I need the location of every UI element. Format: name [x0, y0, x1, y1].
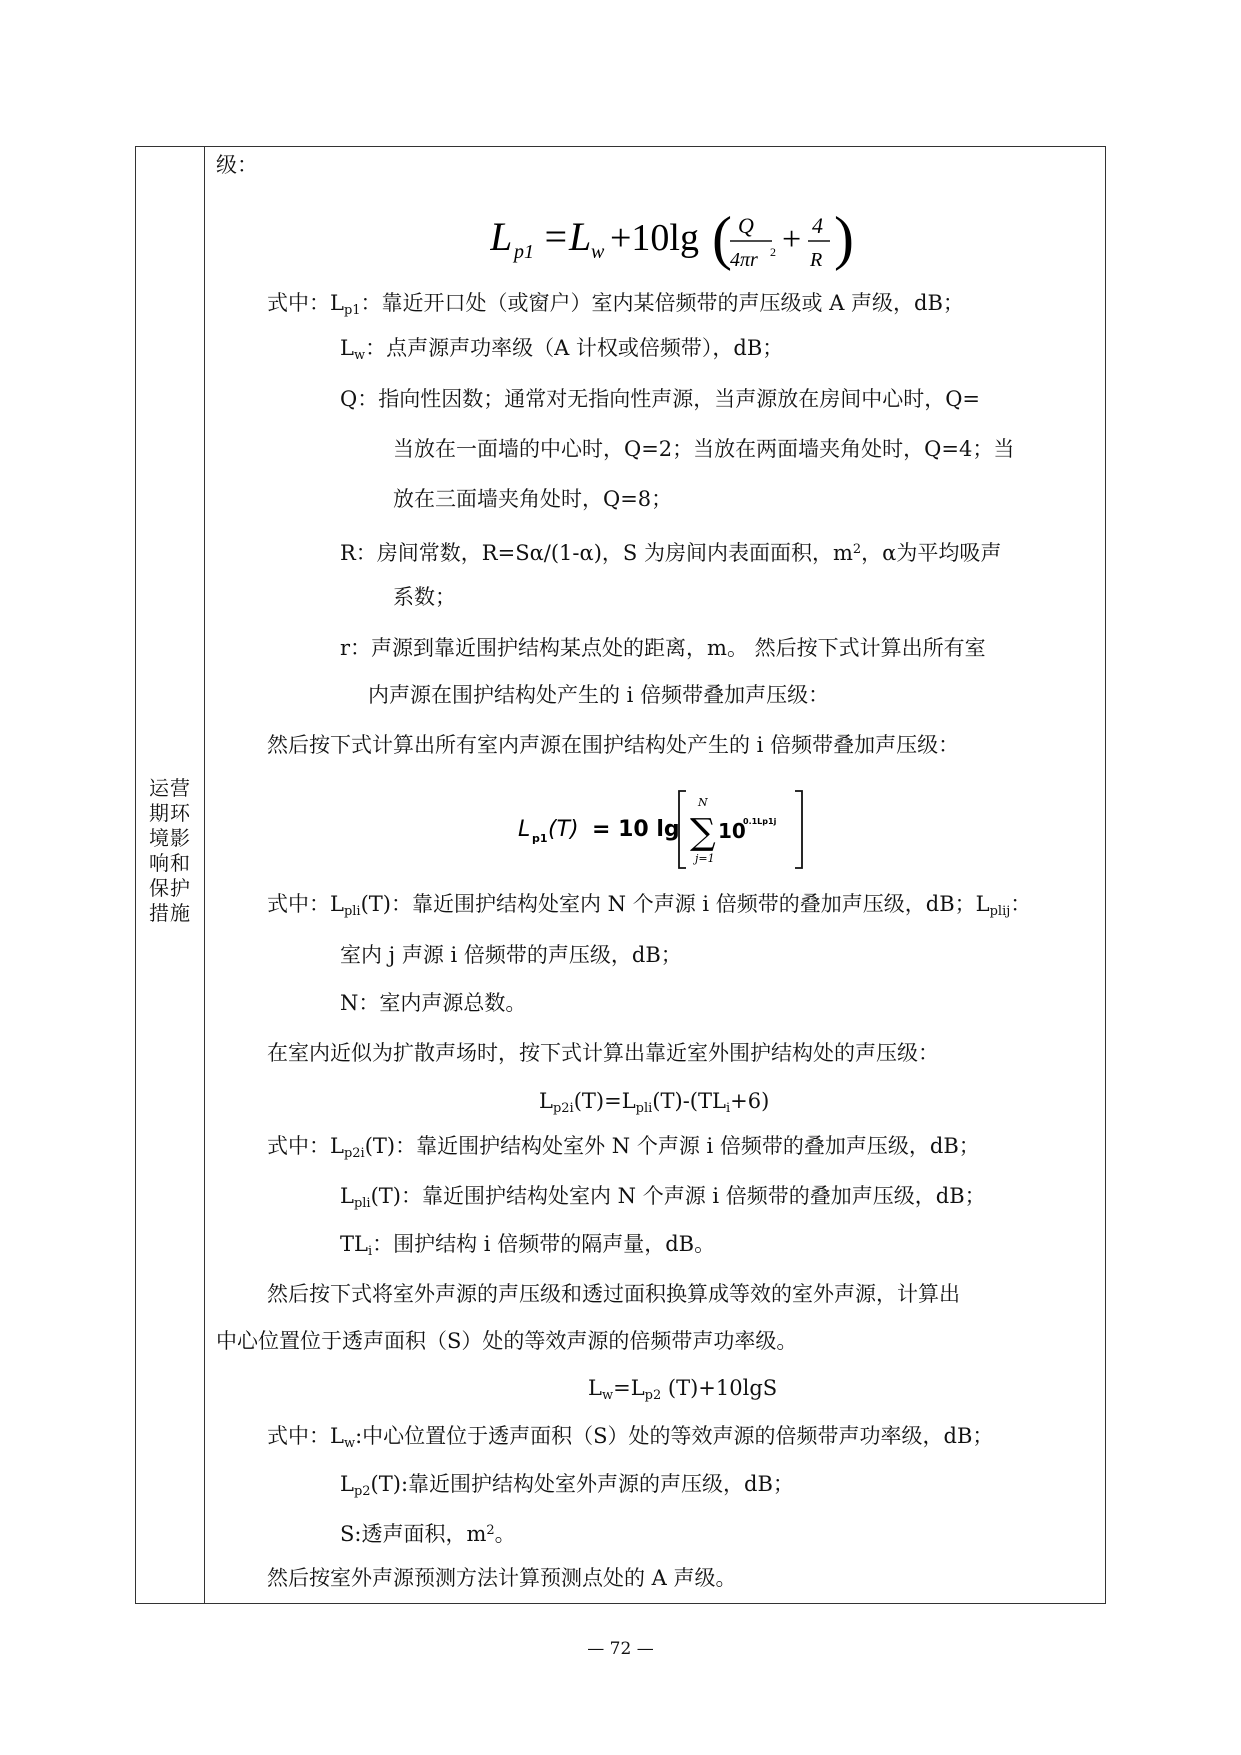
text-line: $L_w$：点声源声功率级（A 计权或倍频带），dB；	[340, 336, 784, 363]
formula-2-svg	[518, 788, 818, 870]
f2-base: 10	[718, 819, 746, 843]
f1-paren-right: )	[834, 205, 854, 271]
text-line: 级：	[216, 153, 258, 177]
text-line: 然后按室外声源预测方法计算预测点处的 A 声级。	[267, 1566, 737, 1590]
f2-eq: = 10 lg	[592, 817, 680, 842]
text-line: 当放在一面墙的中心时，Q=2；当放在两面墙夹角处时，Q=4；当	[393, 437, 1015, 461]
f2-lhs: L	[518, 817, 531, 842]
column-divider	[204, 146, 205, 1604]
f2-exponent: 0.1Lp1j	[743, 817, 777, 826]
f1-eq: =L	[542, 214, 592, 259]
page-number: — 72 —	[587, 1639, 654, 1659]
text-line: R：房间常数，R=Sα/(1-α)，S 为房间内表面面积，$m^2$，α为平均吸声	[340, 541, 1002, 565]
f2-lhs-sub: p1	[532, 832, 548, 845]
text-line: 室内 j 声源 i 倍频带的声压级，dB；	[340, 943, 682, 967]
f1-den2: R	[810, 249, 823, 271]
row-label-line: 境影	[149, 826, 191, 850]
text-line: 式中：$L_{pli}(T)$：靠近围护结构处室内 N 个声源 i 倍频带的叠加声压级，dB；$L_{plij}$：	[267, 892, 1032, 919]
text-line: 然后按下式计算出所有室内声源在围护结构处产生的 i 倍频带叠加声压级：	[267, 733, 960, 757]
f2-sigma: ∑	[690, 812, 716, 853]
text-line: 式中：$L_{p1}$：靠近开口处（或窗户）室内某倍频带的声压级或 A 声级，dB；	[267, 291, 964, 318]
f1-num2: 4	[812, 213, 823, 238]
text-line: 然后按下式将室外声源的声压级和透过面积换算成等效的室外声源，计算出	[267, 1282, 960, 1306]
f1-den1: 4πr	[730, 249, 758, 271]
text-line: S:透声面积，$m^2$。	[340, 1522, 516, 1546]
f1-plus2: +	[782, 221, 802, 258]
row-label-line: 运营	[149, 776, 191, 800]
f1-den1-sup: 2	[770, 245, 776, 259]
row-label-line: 保护	[149, 876, 191, 900]
row-label-line: 响和	[149, 851, 191, 875]
f1-w-sub: w	[591, 241, 605, 263]
text-line: $L_{pli}(T)$：靠近围护结构处室内 N 个声源 i 倍频带的叠加声压级，dB；	[340, 1184, 986, 1211]
f1-num1: Q	[738, 213, 754, 238]
f1-paren-left: (	[712, 205, 732, 271]
f1-lhs: L	[490, 214, 513, 259]
f2-sum-top: N	[698, 796, 708, 809]
f2-arg: (T)	[548, 817, 579, 842]
row-label	[142, 776, 198, 926]
text-line: 系数；	[393, 585, 456, 609]
formula-line: $L_{p2i}(T)=L_{pli}(T)-(TL_i+6)$	[539, 1089, 770, 1116]
text-line: 内声源在围护结构处产生的 i 倍频带叠加声压级：	[368, 683, 830, 707]
f2-sum-bottom: j=1	[695, 852, 715, 865]
f2-bracket-left	[679, 791, 686, 868]
text-line: Q：指向性因数；通常对无指向性声源，当声源放在房间中心时，Q=	[340, 387, 981, 411]
formula-line: $L_w=L_{p2}$ (T)+10lgS	[588, 1376, 778, 1403]
formula-superposition	[518, 788, 818, 870]
f1-lhs-sub: p1	[514, 241, 534, 263]
formula-sound-pressure	[490, 198, 890, 278]
text-line: N：室内声源总数。	[340, 991, 527, 1015]
text-line: 式中：$L_{p2i}(T)$：靠近围护结构处室外 N 个声源 i 倍频带的叠加声压级，dB；	[267, 1134, 980, 1161]
row-label-line: 措施	[149, 901, 191, 925]
text-line: r：声源到靠近围护结构某点处的距离，m。 然后按下式计算出所有室	[340, 636, 986, 660]
text-line: $TL_i$：围护结构 i 倍频带的隔声量，dB。	[340, 1232, 716, 1259]
formula-1-svg	[490, 198, 890, 278]
row-label-line: 期环	[149, 801, 191, 825]
text-line: 在室内近似为扩散声场时，按下式计算出靠近室外围护结构处的声压级：	[267, 1041, 939, 1065]
text-line: 式中：$L_w$:中心位置位于透声面积（S）处的等效声源的倍频带声功率级，dB；	[267, 1424, 994, 1451]
text-line: 中心位置位于透声面积（S）处的等效声源的倍频带声功率级。	[216, 1329, 798, 1353]
text-line: 放在三面墙夹角处时，Q=8；	[393, 487, 673, 511]
text-line: $L_{p2}(T)$:靠近围护结构处室外声源的声压级，dB；	[340, 1472, 794, 1499]
f1-plus-lg: +10lg	[610, 217, 699, 259]
f2-bracket-right	[795, 791, 802, 868]
